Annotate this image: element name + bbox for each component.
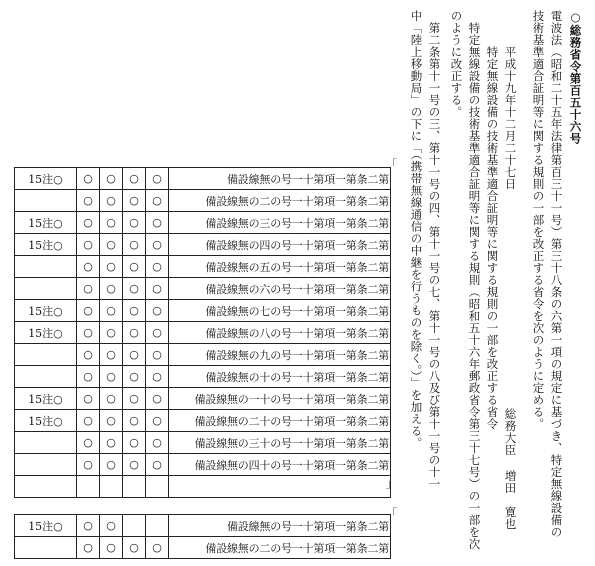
- equipment-name-cell: 備設線無の二の号一十第項一第条二第: [169, 190, 391, 212]
- table-row: [15, 322, 391, 344]
- mark-cell: ○: [146, 388, 169, 410]
- body-line-1: 特定無線設備の技術基準適合証明等に関する規則（昭和五十六年郵政省令第三十七号）の一部を次: [467, 22, 482, 550]
- table-row: [15, 256, 391, 278]
- equipment-name-cell: 備設線無の二十の号一十第項一第条二第: [169, 410, 391, 432]
- table-row: [15, 432, 391, 454]
- table-row: [15, 212, 391, 234]
- mark-cell: ○: [123, 256, 146, 278]
- empty-cell: [77, 476, 100, 498]
- note-cell: 15注○: [15, 212, 77, 234]
- table-open-bracket: 「: [386, 158, 397, 171]
- mark-cell: ○: [146, 537, 169, 559]
- empty-cell: [146, 476, 169, 498]
- note-cell: 15注○: [15, 515, 77, 537]
- mark-cell: ○: [100, 234, 123, 256]
- mark-cell: ○: [100, 212, 123, 234]
- equipment-name-cell: 備設線無の四十の号一十第項一第条二第: [169, 454, 391, 476]
- ordinance-number: ○総務省令第百五十六号: [568, 10, 583, 145]
- mark-cell: ○: [123, 278, 146, 300]
- equipment-name-cell: 備設線無の四の号一十第項一第条二第: [169, 234, 391, 256]
- table-row-blank: [15, 476, 391, 498]
- mark-cell: ○: [100, 168, 123, 190]
- mark-cell: ○: [77, 344, 100, 366]
- amendment-table: [14, 167, 391, 498]
- note-cell: 15注○: [15, 410, 77, 432]
- mark-cell: ○: [77, 190, 100, 212]
- mark-cell: ○: [123, 300, 146, 322]
- mark-cell: ○: [100, 410, 123, 432]
- note-cell: [15, 190, 77, 212]
- table-row: [15, 168, 391, 190]
- mark-cell: ○: [100, 344, 123, 366]
- mark-cell: ○: [146, 212, 169, 234]
- table-row: [15, 344, 391, 366]
- empty-cell: [100, 476, 123, 498]
- mark-cell: ○: [146, 344, 169, 366]
- body-line-2: のように改正する。: [449, 10, 464, 118]
- note-cell: 15注○: [15, 168, 77, 190]
- equipment-name-cell: 備設線無の六の号一十第項一第条二第: [169, 278, 391, 300]
- mark-cell: ○: [100, 278, 123, 300]
- mark-cell: ○: [100, 256, 123, 278]
- equipment-name-cell: 備設線無の二の号一十第項一第条二第: [169, 537, 391, 559]
- table-row: [15, 537, 391, 559]
- equipment-name-cell: 備設線無の三の号一十第項一第条二第: [169, 212, 391, 234]
- equipment-name-cell: 備設線無の九の号一十第項一第条二第: [169, 344, 391, 366]
- equipment-name-cell: 備設線無の号一十第項一第条二第: [169, 168, 391, 190]
- equipment-name-cell: 備設線無の七の号一十第項一第条二第: [169, 300, 391, 322]
- body-line-3: 第二条第十一号の三、第十一号の四、第十一号の七、第十一号の八及び第十一号の十一: [427, 22, 442, 490]
- mark-cell: ○: [100, 388, 123, 410]
- mark-cell: ○: [77, 454, 100, 476]
- mark-cell: ○: [146, 234, 169, 256]
- note-cell: 15注○: [15, 300, 77, 322]
- mark-cell: ○: [100, 366, 123, 388]
- mark-cell: ○: [100, 322, 123, 344]
- mark-cell: ○: [77, 212, 100, 234]
- mark-cell: ○: [146, 300, 169, 322]
- empty-cell: [123, 476, 146, 498]
- table2-open-bracket: 「: [386, 507, 397, 520]
- mark-cell: ○: [77, 300, 100, 322]
- mark-cell: ○: [77, 256, 100, 278]
- mark-cell: ○: [100, 537, 123, 559]
- mark-cell: ○: [146, 366, 169, 388]
- mark-cell: ○: [123, 454, 146, 476]
- mark-cell: ○: [123, 322, 146, 344]
- mark-cell: ○: [77, 234, 100, 256]
- date-line: 平成十九年十二月二十七日: [503, 46, 518, 190]
- table-row: [15, 300, 391, 322]
- mark-cell: ○: [146, 454, 169, 476]
- mark-cell: ○: [123, 190, 146, 212]
- table-close-bracket: 」: [386, 477, 397, 490]
- mark-cell: ○: [146, 278, 169, 300]
- mark-cell: ○: [123, 432, 146, 454]
- empty-cell: [169, 476, 391, 498]
- mark-cell: ○: [123, 344, 146, 366]
- table-row: [15, 366, 391, 388]
- mark-cell: ○: [146, 190, 169, 212]
- signature-name: 増田 寛也: [503, 470, 518, 530]
- note-cell: 15注○: [15, 322, 77, 344]
- preamble-line-1: 電波法（昭和二十五年法律第百三十一号）第三十八条の六第一項の規定に基づき、特定無線設備の: [549, 10, 564, 538]
- mark-cell: ○: [100, 515, 123, 537]
- mark-cell: ○: [100, 300, 123, 322]
- mark-cell: ○: [100, 190, 123, 212]
- note-cell: 15注○: [15, 234, 77, 256]
- table-row: [15, 234, 391, 256]
- signature-title: 総務大臣: [503, 408, 518, 456]
- note-cell: [15, 537, 77, 559]
- mark-cell: ○: [123, 537, 146, 559]
- table-row: [15, 410, 391, 432]
- equipment-name-cell: 備設線無の八の号一十第項一第条二第: [169, 322, 391, 344]
- note-cell: [15, 432, 77, 454]
- mark-cell: ○: [123, 234, 146, 256]
- note-cell: 15注○: [15, 388, 77, 410]
- mark-cell: ○: [77, 515, 100, 537]
- note-cell: [15, 278, 77, 300]
- equipment-name-cell: 備設線無の十の号一十第項一第条二第: [169, 366, 391, 388]
- mark-cell: ○: [77, 278, 100, 300]
- mark-cell: ○: [146, 168, 169, 190]
- mark-cell: ○: [77, 537, 100, 559]
- table-row: [15, 454, 391, 476]
- mark-cell: ○: [123, 366, 146, 388]
- mark-cell: ○: [100, 454, 123, 476]
- mark-cell: ○: [77, 388, 100, 410]
- mark-cell: ○: [77, 410, 100, 432]
- equipment-name-cell: 備設線無の号一十第項一第条二第: [169, 515, 391, 537]
- body-line-4: 中「陸上移動局」の下に「（携帯無線通信の中継を行うものを除く。）」を加える。: [409, 10, 424, 449]
- equipment-name-cell: 備設線無の一十の号一十第項一第条二第: [169, 388, 391, 410]
- mark-cell: ○: [146, 322, 169, 344]
- note-cell: [15, 344, 77, 366]
- preamble-line-2: 技術基準適合証明等に関する規則の一部を改正する省令を次のように定める。: [531, 10, 546, 430]
- table-row: [15, 515, 391, 537]
- mark-cell: ○: [146, 410, 169, 432]
- mark-cell: ○: [123, 168, 146, 190]
- mark-cell: ○: [77, 168, 100, 190]
- note-cell: [15, 256, 77, 278]
- note-cell: [15, 454, 77, 476]
- amendment-table-body: [15, 168, 391, 498]
- mark-cell: ○: [146, 256, 169, 278]
- table-row: [15, 388, 391, 410]
- ordinance-title: 特定無線設備の技術基準適合証明等に関する規則の一部を改正する省令: [485, 46, 500, 430]
- mark-cell: ○: [146, 432, 169, 454]
- mark-cell: ○: [123, 410, 146, 432]
- table-row: [15, 278, 391, 300]
- table-row: [15, 190, 391, 212]
- mark-cell: ○: [100, 432, 123, 454]
- mark-cell: ○: [123, 212, 146, 234]
- mark-cell: [123, 515, 146, 537]
- mark-cell: ○: [77, 366, 100, 388]
- note-cell: [15, 366, 77, 388]
- amendment-table-2-body: [15, 515, 391, 559]
- mark-cell: ○: [77, 322, 100, 344]
- equipment-name-cell: 備設線無の五の号一十第項一第条二第: [169, 256, 391, 278]
- empty-cell: [15, 476, 77, 498]
- equipment-name-cell: 備設線無の三十の号一十第項一第条二第: [169, 432, 391, 454]
- mark-cell: ○: [123, 388, 146, 410]
- mark-cell: [146, 515, 169, 537]
- mark-cell: ○: [77, 432, 100, 454]
- amendment-table-2: [14, 514, 391, 559]
